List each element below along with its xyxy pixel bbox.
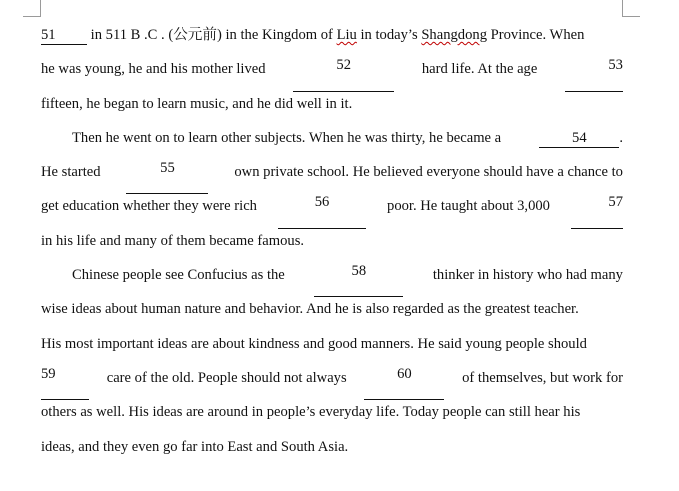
text-segment: hard life. At the age: [421, 61, 538, 78]
text-line: [41, 366, 623, 400]
text-segment: .: [619, 129, 623, 146]
answer-blank-53[interactable]: 53: [565, 57, 623, 91]
text-segment: care of the old. People should not always: [106, 369, 347, 386]
answer-blank-55[interactable]: 55: [126, 160, 208, 194]
answer-blank-57[interactable]: 57: [571, 194, 623, 228]
page-corner-mark-left-horizontal: [23, 16, 41, 17]
text-line: [41, 332, 623, 366]
text-segment: get education whether they were rich: [41, 198, 257, 215]
text-segment: wise ideas about human nature and behavior. And he is also regarded as the greatest teacher.: [41, 301, 579, 318]
text-line: [41, 400, 623, 434]
page-corner-mark-right-horizontal: [622, 16, 640, 17]
answer-blank-56[interactable]: 56: [278, 194, 366, 228]
text-segment: poor. He taught about 3,000: [387, 198, 550, 215]
text-segment: Chinese people see Confucius as the: [72, 267, 285, 284]
text-segment: of themselves, but work for: [462, 369, 623, 386]
answer-blank-52[interactable]: 52: [293, 57, 394, 91]
text-line: [41, 263, 623, 297]
answer-blank-51[interactable]: 51: [41, 27, 87, 45]
text-line: [41, 160, 623, 194]
text-line: [41, 435, 623, 469]
page-corner-mark-right-vertical: [622, 0, 623, 17]
text-segment: He started: [41, 164, 101, 181]
text-line: [41, 194, 623, 228]
text-segment: in today’s: [356, 27, 422, 43]
answer-blank-54[interactable]: 54: [539, 130, 619, 148]
page-corner-mark-left-vertical: [40, 0, 41, 17]
text-segment: in his life and many of them became famous.: [41, 232, 305, 249]
text-segment: fifteen, he began to learn music, and he did well in it.: [41, 95, 353, 112]
text-segment: Then he went on to learn other subjects. When he was thirty, he became a: [72, 129, 502, 146]
text-segment: in 511 B .C . (公元前) in the Kingdom of: [87, 27, 337, 43]
document-page: [41, 23, 623, 469]
text-line: [41, 92, 623, 126]
text-segment: thinker in history who had many: [432, 267, 623, 284]
text-line: [41, 297, 623, 331]
text-line: [41, 57, 623, 91]
text-line: [41, 229, 623, 263]
text-segment: ideas, and they even go far into East and South Asia.: [41, 438, 349, 455]
text-line: [41, 126, 623, 160]
text-segment: own private school. He believed everyone should have a chance to: [234, 164, 623, 181]
text-segment: His most important ideas are about kindness and good manners. He said young people should: [41, 335, 587, 352]
answer-blank-60[interactable]: 60: [364, 366, 444, 400]
text-line: [41, 23, 623, 57]
text-segment: Province. When: [486, 27, 585, 43]
text-segment: others as well. His ideas are around in people’s everyday life. Today people can still hear his: [41, 404, 581, 421]
spellcheck-word: Shangdong: [421, 27, 487, 43]
spellcheck-word: Liu: [336, 27, 357, 43]
answer-blank-59[interactable]: 59: [41, 366, 89, 400]
text-segment: he was young, he and his mother lived: [41, 61, 266, 78]
answer-blank-58[interactable]: 58: [314, 263, 403, 297]
